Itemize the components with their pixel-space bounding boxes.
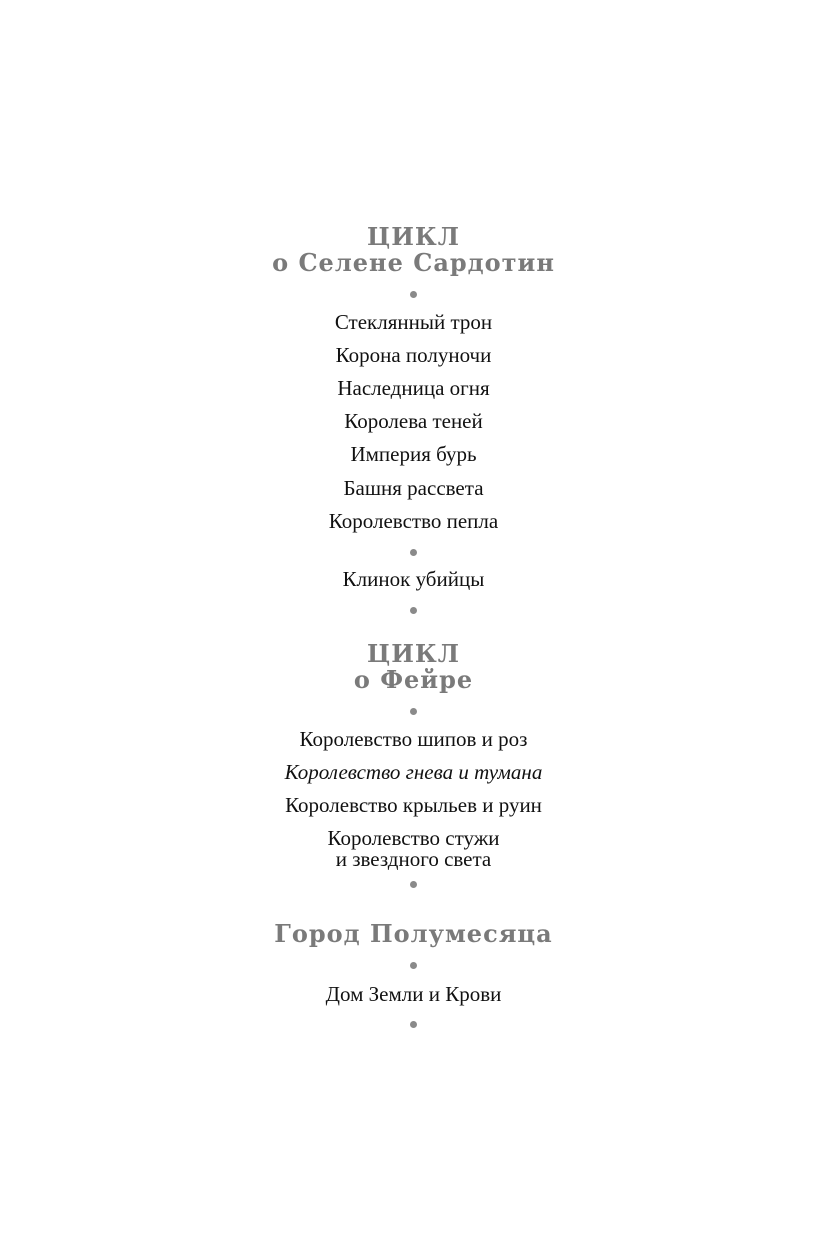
separator-bullet — [410, 1021, 417, 1028]
book-title: Королевство пепла — [328, 509, 499, 533]
series-2-heading-line-1: ЦИКЛ — [367, 639, 460, 668]
book-title: Корона полуночи — [335, 343, 492, 367]
book-title: Башня рассвета — [343, 476, 484, 500]
book-title: Стеклянный трон — [334, 310, 493, 334]
series-1-heading-line-1: ЦИКЛ — [367, 222, 460, 251]
book-title-italic: Королевство гнева и тумана — [284, 760, 543, 784]
separator-bullet — [410, 881, 417, 888]
book-title: Империя бурь — [350, 442, 477, 466]
book-title: Королевство шипов и роз — [299, 727, 528, 751]
separator-bullet — [410, 607, 417, 614]
book-title: Королевство крыльев и руин — [285, 793, 542, 817]
book-title: Королева теней — [344, 409, 483, 433]
separator-bullet — [410, 549, 417, 556]
book-title: Клинок убийцы — [342, 567, 485, 591]
separator-bullet — [410, 291, 417, 298]
book-title: Дом Земли и Крови — [325, 982, 502, 1006]
series-3-heading: Город Полумесяца — [274, 919, 553, 948]
separator-bullet — [410, 962, 417, 969]
book-title: и звездного света — [335, 847, 492, 871]
series-1-heading-line-2: о Селене Сардотин — [272, 248, 555, 277]
series-2-heading-line-2: о Фейре — [353, 665, 474, 694]
separator-bullet — [410, 708, 417, 715]
book-title: Королевство стужи — [327, 826, 500, 850]
book-title: Наследница огня — [337, 376, 490, 400]
